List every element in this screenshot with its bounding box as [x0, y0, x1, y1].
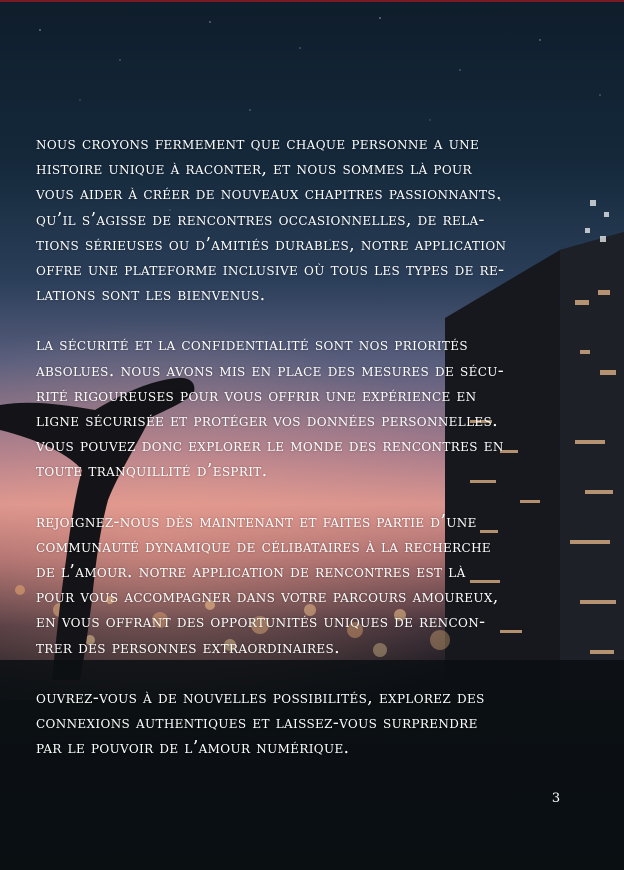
text-line: tions sérieuses ou d’amitiés durables, notre application — [36, 234, 507, 255]
page-number: 3 — [551, 791, 561, 806]
text-line: communauté dynamique de célibataires à la recherche — [36, 536, 491, 557]
text-line: de l’amour. notre application de rencontres est là — [36, 562, 466, 583]
text-line: vous aider à créer de nouveaux chapitres passionnants. — [36, 184, 502, 205]
text-line: en vous offrant des opportunités uniques de rencon- — [36, 612, 486, 633]
text-line: trer des personnes extraordinaires. — [36, 637, 341, 658]
paragraph-join — [36, 510, 576, 661]
text-line: par le pouvoir de l’amour numérique. — [36, 738, 350, 759]
text-line: offre une plateforme inclusive où tous les types de re- — [36, 260, 505, 281]
text-line: ouvrez-vous à de nouvelles possibilités, explorez des — [36, 687, 485, 708]
text-line: nous croyons fermement que chaque personne a une — [36, 134, 480, 154]
text-line: lations sont les bienvenus. — [36, 285, 266, 306]
text-line: ligne sécurisée et protéger vos données personnelles. — [36, 411, 499, 432]
paragraph-security — [36, 333, 576, 484]
text-line: toute tranquillité d’esprit. — [36, 461, 268, 482]
text-line: absolues. nous avons mis en place des mesures de sécu- — [36, 360, 504, 381]
text-line: qu’il s’agisse de rencontres occasionnelles, de rela- — [36, 209, 485, 230]
text-line: la sécurité et la confidentialité sont nos priorités — [36, 335, 468, 356]
text-line: connexions authentiques et laissez-vous surprendre — [36, 713, 478, 734]
body-text — [36, 132, 576, 786]
text-line: pour vous accompagner dans votre parcours amoureux, — [36, 587, 499, 608]
paragraph-community — [36, 132, 576, 308]
paragraph-closing — [36, 686, 576, 762]
text-line: rejoignez-nous dès maintenant et faites partie d’une — [36, 511, 477, 532]
text-line: vous pouvez donc explorer le monde des rencontres en — [36, 436, 504, 457]
text-line: rité rigoureuses pour vous offrir une expérience en — [36, 385, 477, 406]
text-line: histoire unique à raconter, et nous sommes là pour — [36, 159, 472, 180]
